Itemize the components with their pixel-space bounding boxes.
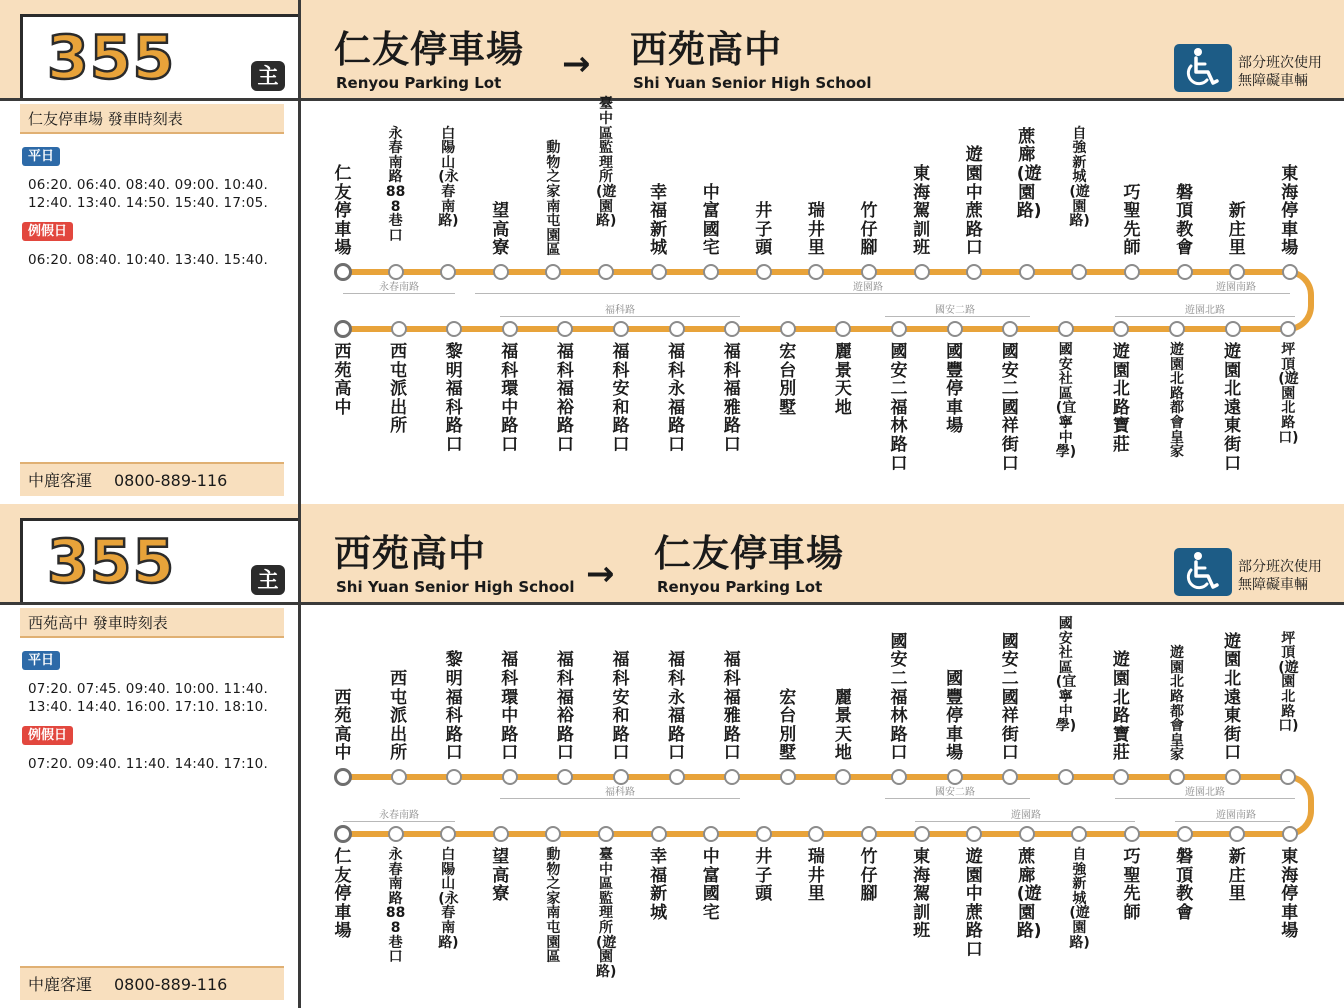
terminal-stop-name: 西苑高中 [334, 342, 352, 418]
stop-marker [947, 321, 963, 337]
stop-name: 臺中區監理所(遊園路) [596, 847, 617, 980]
operator-name: 中鹿客運 [28, 975, 93, 994]
upper-road-rule [343, 293, 455, 294]
stop-marker [557, 769, 573, 785]
stop-marker [440, 826, 456, 842]
stop-name: 遊園北路都會皇家 [1170, 342, 1184, 461]
stop-marker [613, 321, 629, 337]
stop-name: 白陽山(永春南路) [438, 125, 459, 230]
wheelchair-icon [1174, 548, 1232, 596]
contact-band [20, 966, 284, 1000]
stop-marker [1124, 826, 1140, 842]
destination-title-en: Shi Yuan Senior High School [633, 74, 872, 92]
origin-title-en: Renyou Parking Lot [336, 74, 502, 92]
stop-marker [391, 769, 407, 785]
stop-marker [669, 321, 685, 337]
lower-road-rule [500, 316, 740, 317]
destination-title-en: Renyou Parking Lot [657, 578, 823, 596]
route-line-upper [343, 774, 1290, 780]
stop-name: 麗景天地 [834, 342, 852, 418]
stop-marker [756, 264, 772, 280]
stop-marker [947, 769, 963, 785]
terminal-stop-name: 仁友停車場 [334, 164, 352, 259]
lower-road-rule [1115, 316, 1295, 317]
destination-title: 仁友停車場 [654, 532, 844, 575]
stop-name: 福科福裕路口 [556, 650, 574, 764]
stop-name: 巧聖先師 [1123, 847, 1141, 923]
stop-name: 中富國宅 [702, 847, 720, 923]
stop-marker [446, 769, 462, 785]
lower-road-label: 遊園北路 [1182, 305, 1228, 316]
stop-marker [1002, 769, 1018, 785]
stop-name: 巧聖先師 [1123, 182, 1141, 259]
operator-phone: 0800-889-116 [114, 471, 228, 490]
stop-marker [1071, 826, 1087, 842]
stop-name: 幸福新城 [650, 847, 668, 923]
stop-name: 國安二福林路口 [890, 342, 908, 474]
stop-marker [1071, 264, 1087, 280]
stop-marker [891, 321, 907, 337]
stop-name: 白陽山(永春南路) [438, 847, 459, 951]
stop-marker [502, 321, 518, 337]
accessibility-note-line1: 部分班次使用 [1238, 559, 1322, 575]
stop-name: 福科安和路口 [612, 650, 630, 764]
terminal-stop-marker [334, 825, 352, 843]
main-route-badge: 主 [251, 61, 285, 91]
terminal-stop-name: 西苑高中 [334, 687, 352, 764]
stop-marker [502, 769, 518, 785]
stop-name: 福科環中路口 [501, 342, 519, 455]
weekday-times-line2: 12:40. 13:40. 14:50. 15:40. 17:05. [28, 195, 268, 211]
stop-marker [598, 826, 614, 842]
stop-marker [703, 264, 719, 280]
stop-name: 黎明福科路口 [445, 650, 463, 764]
stop-marker [914, 826, 930, 842]
accessibility-note-line1: 部分班次使用 [1238, 55, 1322, 71]
stop-marker [493, 826, 509, 842]
origin-title-en: Shi Yuan Senior High School [336, 578, 575, 596]
stop-marker [861, 826, 877, 842]
stop-name: 福科福雅路口 [723, 342, 741, 455]
stop-marker [703, 826, 719, 842]
stop-name: 遊園北遠東街口 [1224, 342, 1242, 474]
stop-marker [545, 264, 561, 280]
holiday-tag: 例假日 [22, 222, 73, 241]
stop-marker [724, 321, 740, 337]
weekday-times-line1: 06:20. 06:40. 08:40. 09:00. 10:40. [28, 177, 268, 193]
stop-name: 東海停車場 [1281, 847, 1299, 942]
upper-road-rule [1115, 798, 1295, 799]
column-divider [298, 0, 301, 504]
stop-marker [440, 264, 456, 280]
stop-name: 幸福新城 [650, 182, 668, 259]
upper-road-label: 遊園南路 [1213, 282, 1259, 293]
upper-road-rule [885, 798, 1030, 799]
stop-marker [557, 321, 573, 337]
lower-road-rule [885, 316, 1030, 317]
stop-name: 新庄里 [1228, 201, 1246, 259]
stop-name: 福科福裕路口 [556, 342, 574, 455]
stop-marker [446, 321, 462, 337]
stop-marker [1019, 264, 1035, 280]
timetable-title-band [20, 104, 284, 134]
accessibility-note-line2: 無障礙車輛 [1238, 73, 1308, 89]
origin-title: 仁友停車場 [334, 28, 524, 71]
stop-marker [891, 769, 907, 785]
stop-marker [1282, 826, 1298, 842]
stop-name: 國豐停車場 [946, 669, 964, 764]
panel-inbound [0, 504, 1344, 1008]
stop-marker [1058, 769, 1074, 785]
stop-name: 井子頭 [755, 201, 773, 259]
terminal-stop-name: 仁友停車場 [334, 847, 352, 942]
stop-marker [1225, 321, 1241, 337]
stop-marker [808, 826, 824, 842]
upper-road-label: 國安二路 [932, 787, 978, 798]
stop-name: 福科福雅路口 [723, 650, 741, 764]
stop-marker [1058, 321, 1074, 337]
stop-name: 東海駕訓班 [913, 847, 931, 942]
stop-marker [756, 826, 772, 842]
stop-name: 竹仔腳 [860, 201, 878, 259]
stop-marker [651, 826, 667, 842]
stop-marker [966, 826, 982, 842]
stop-marker [1113, 769, 1129, 785]
lower-road-label: 國安二路 [932, 305, 978, 316]
holiday-times: 06:20. 08:40. 10:40. 13:40. 15:40. [28, 252, 268, 268]
stop-marker [391, 321, 407, 337]
stop-name: 宏台別墅 [779, 342, 797, 418]
upper-road-label: 福科路 [602, 787, 638, 798]
lower-road-label: 遊園南路 [1213, 810, 1259, 821]
stop-name: 永春南路888巷口 [385, 125, 406, 244]
stop-name: 瑞井里 [807, 201, 825, 259]
stop-marker [1124, 264, 1140, 280]
stop-marker [1225, 769, 1241, 785]
stop-marker [780, 321, 796, 337]
stop-name: 國安二國祥街口 [1001, 342, 1019, 474]
contact-band [20, 462, 284, 496]
operator-name: 中鹿客運 [28, 471, 93, 490]
stop-marker [1019, 826, 1035, 842]
lower-road-rule [1175, 821, 1290, 822]
route-line-lower [343, 326, 1290, 332]
stop-marker [1229, 264, 1245, 280]
stop-marker [1169, 321, 1185, 337]
holiday-tag: 例假日 [22, 726, 73, 745]
stop-name: 坪頂(遊園北路口) [1278, 342, 1299, 446]
stop-name: 動物之家南屯園區 [546, 140, 561, 259]
terminal-stop-marker [334, 320, 352, 338]
stop-name: 遊園北路寶莊 [1112, 650, 1130, 764]
stop-name: 遊園北路寶莊 [1112, 342, 1130, 455]
stop-name: 臺中區監理所(遊園路) [596, 96, 617, 230]
stop-marker [613, 769, 629, 785]
origin-title: 西苑高中 [334, 532, 486, 575]
stop-marker [493, 264, 509, 280]
stop-name: 東海駕訓班 [913, 164, 931, 259]
stop-name: 國安二福林路口 [890, 631, 908, 764]
stop-name: 福科永福路口 [668, 650, 686, 764]
stop-name: 黎明福科路口 [445, 342, 463, 455]
stop-marker [966, 264, 982, 280]
stop-marker [669, 769, 685, 785]
stop-marker [835, 769, 851, 785]
route-number-box [20, 518, 298, 602]
weekday-times-line1: 07:20. 07:45. 09:40. 10:00. 11:40. [28, 681, 268, 697]
upper-road-label: 遊園路 [850, 282, 886, 293]
stop-marker [1282, 264, 1298, 280]
stop-name: 磐頂教會 [1176, 182, 1194, 259]
stop-name: 永春南路888巷口 [385, 847, 406, 966]
operator-phone: 0800-889-116 [114, 975, 228, 994]
stop-marker [545, 826, 561, 842]
stop-marker [1229, 826, 1245, 842]
stop-name: 坪頂(遊園北路口) [1278, 630, 1299, 735]
upper-road-rule [1175, 293, 1290, 294]
upper-road-rule [500, 798, 740, 799]
stop-marker [1169, 769, 1185, 785]
header-divider [0, 602, 1344, 605]
column-divider [298, 504, 301, 1008]
terminal-stop-marker [334, 263, 352, 281]
stop-name: 望高寮 [492, 847, 510, 905]
stop-marker [388, 264, 404, 280]
stop-name: 望高寮 [492, 201, 510, 259]
stop-name: 遊園北遠東街口 [1224, 631, 1242, 764]
stop-name: 自強新城(遊園路) [1069, 847, 1090, 951]
stop-name: 福科安和路口 [612, 342, 630, 455]
stop-name: 磐頂教會 [1176, 847, 1194, 923]
lower-road-label: 遊園路 [1008, 810, 1044, 821]
stop-name: 竹仔腳 [860, 847, 878, 905]
stop-name: 瑞井里 [807, 847, 825, 905]
upper-road-label: 永春南路 [376, 282, 422, 293]
stop-name: 西屯派出所 [390, 669, 408, 764]
direction-arrow-icon: → [562, 44, 591, 84]
stop-marker [1002, 321, 1018, 337]
stop-name: 國豐停車場 [946, 342, 964, 437]
stop-name: 遊園中蔗路口 [965, 145, 983, 259]
lower-road-rule [343, 821, 455, 822]
stop-marker [388, 826, 404, 842]
stop-marker [1177, 264, 1193, 280]
stop-name: 國安社區(宜寧中學) [1055, 342, 1077, 461]
stop-marker [1113, 321, 1129, 337]
lower-road-label: 永春南路 [376, 810, 422, 821]
stop-name: 蔗廍(遊園路) [1016, 847, 1042, 942]
stop-marker [724, 769, 740, 785]
stop-name: 西屯派出所 [390, 342, 408, 437]
terminal-stop-marker [334, 768, 352, 786]
stop-name: 遊園北路都會皇家 [1170, 645, 1184, 764]
stop-name: 井子頭 [755, 847, 773, 905]
destination-title: 西苑高中 [630, 28, 782, 71]
timetable-title: 仁友停車場 發車時刻表 [28, 110, 183, 128]
stop-name: 東海停車場 [1281, 164, 1299, 259]
upper-road-label: 遊園北路 [1182, 787, 1228, 798]
timetable-title-band [20, 608, 284, 638]
stop-marker [914, 264, 930, 280]
wheelchair-icon [1174, 44, 1232, 92]
route-number: 355 [47, 23, 176, 93]
stop-name: 自強新城(遊園路) [1069, 125, 1090, 230]
stop-name: 國安二國祥街口 [1001, 631, 1019, 764]
stop-name: 國安社區(宜寧中學) [1055, 616, 1077, 735]
accessibility-note-line2: 無障礙車輛 [1238, 577, 1308, 593]
stop-marker [598, 264, 614, 280]
weekday-times-line2: 13:40. 14:40. 16:00. 17:10. 18:10. [28, 699, 268, 715]
route-number-box [20, 14, 298, 98]
lower-road-label: 福科路 [602, 305, 638, 316]
upper-road-rule [475, 293, 1240, 294]
stop-name: 蔗廍(遊園路) [1016, 126, 1042, 222]
weekday-tag: 平日 [22, 147, 60, 166]
stop-name: 福科環中路口 [501, 650, 519, 764]
route-number: 355 [47, 527, 176, 597]
timetable-title: 西苑高中 發車時刻表 [28, 614, 168, 632]
stop-marker [808, 264, 824, 280]
stop-marker [1177, 826, 1193, 842]
header-divider [0, 98, 1344, 101]
stop-marker [835, 321, 851, 337]
stop-name: 新庄里 [1228, 847, 1246, 905]
stop-name: 遊園中蔗路口 [965, 847, 983, 960]
stop-marker [1280, 321, 1296, 337]
stop-name: 中富國宅 [702, 182, 720, 259]
weekday-tag: 平日 [22, 651, 60, 670]
lower-road-rule [915, 821, 1135, 822]
holiday-times: 07:20. 09:40. 11:40. 14:40. 17:10. [28, 756, 268, 772]
direction-arrow-icon: → [586, 554, 615, 594]
stop-name: 麗景天地 [834, 687, 852, 764]
stop-name: 福科永福路口 [668, 342, 686, 455]
stop-marker [861, 264, 877, 280]
main-route-badge: 主 [251, 565, 285, 595]
stop-name: 宏台別墅 [779, 687, 797, 764]
stop-marker [780, 769, 796, 785]
stop-marker [651, 264, 667, 280]
stop-name: 動物之家南屯園區 [546, 847, 561, 966]
